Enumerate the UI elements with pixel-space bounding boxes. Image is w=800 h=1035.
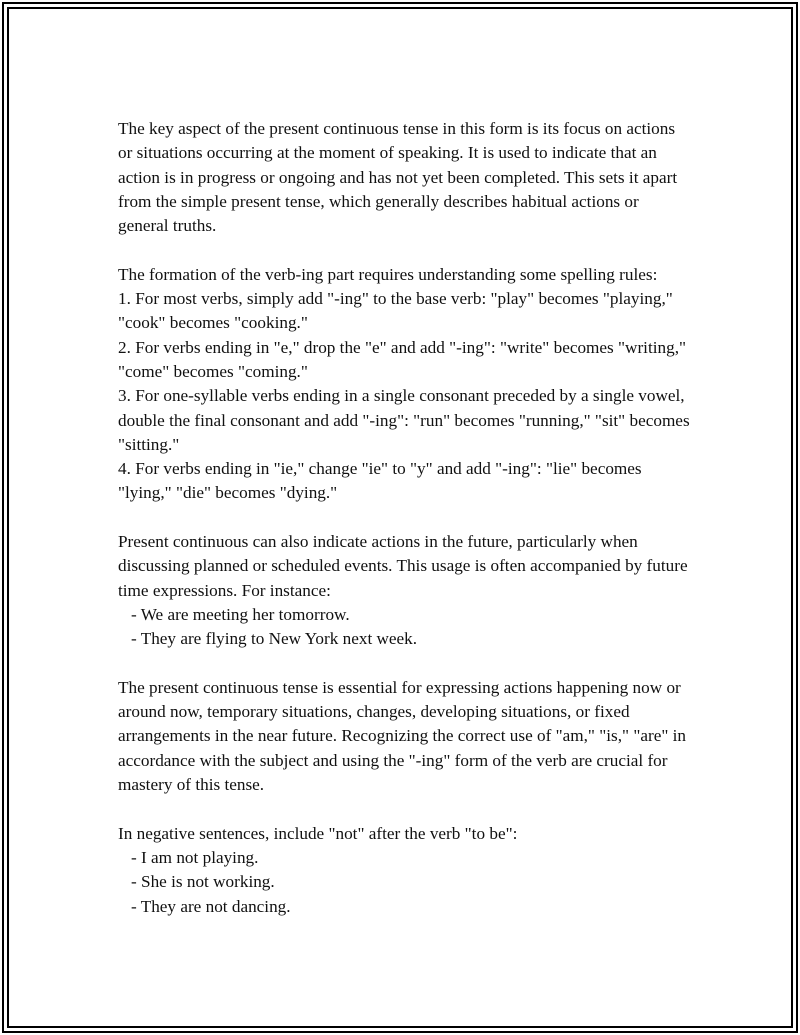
paragraph-gap xyxy=(118,506,693,530)
document-body xyxy=(118,117,693,919)
paragraph-future-usage: Present continuous can also indicate actions in the future, particularly when discussing planned or scheduled events. This usage is often accompanied by future time expressions. For instance: xyxy=(118,532,688,600)
spelling-rule-4: 4. For verbs ending in "ie," change "ie" to "y" and add "-ing": "lie" becomes "lying," "die" becomes "dying." xyxy=(118,459,642,503)
spelling-rule-1: 1. For most verbs, simply add "-ing" to the base verb: "play" becomes "playing," "cook" becomes "cooking." xyxy=(118,289,673,333)
spelling-rule-3: 3. For one-syllable verbs ending in a single consonant preceded by a single vowel, double the final consonant and add "-ing": "run" becomes "running," "sit" becomes "sitting." xyxy=(118,386,690,454)
negative-example-3: - They are not dancing. xyxy=(131,896,291,916)
future-example-2: - They are flying to New York next week. xyxy=(131,629,418,649)
spelling-rule-2: 2. For verbs ending in "e," drop the "e" and add "-ing": "write" becomes "writing," "come" becomes "coming." xyxy=(118,337,687,381)
future-example-1: - We are meeting her tomorrow. xyxy=(131,604,350,624)
paragraph-negative-sentences: In negative sentences, include "not" after the verb "to be": xyxy=(118,823,518,843)
paragraph-gap xyxy=(118,238,693,262)
negative-example-1: - I am not playing. xyxy=(131,847,259,867)
negative-example-2: - She is not working. xyxy=(131,872,275,892)
paragraph-gap xyxy=(118,652,693,676)
paragraph-gap xyxy=(118,797,693,821)
paragraph-present-continuous-focus: The key aspect of the present continuous tense in this form is its focus on actions or situations occurring at the moment of speaking. It is used to indicate that an action is in progress or ongoing and has not yet been completed. This sets it apart from the simple present tense, which generally describes habitual actions or general truths. xyxy=(118,119,678,236)
paragraph-spelling-rules-intro: The formation of the verb-ing part requires understanding some spelling rules: xyxy=(118,264,658,284)
paragraph-essential-usage: The present continuous tense is essential for expressing actions happening now or around now, temporary situations, changes, developing situations, or fixed arrangements in the near future. Recognizing the correct use of "am," "is," "are" in accordance with the subject and using the "-ing" form of the verb are crucial for mastery of this tense. xyxy=(118,677,687,795)
